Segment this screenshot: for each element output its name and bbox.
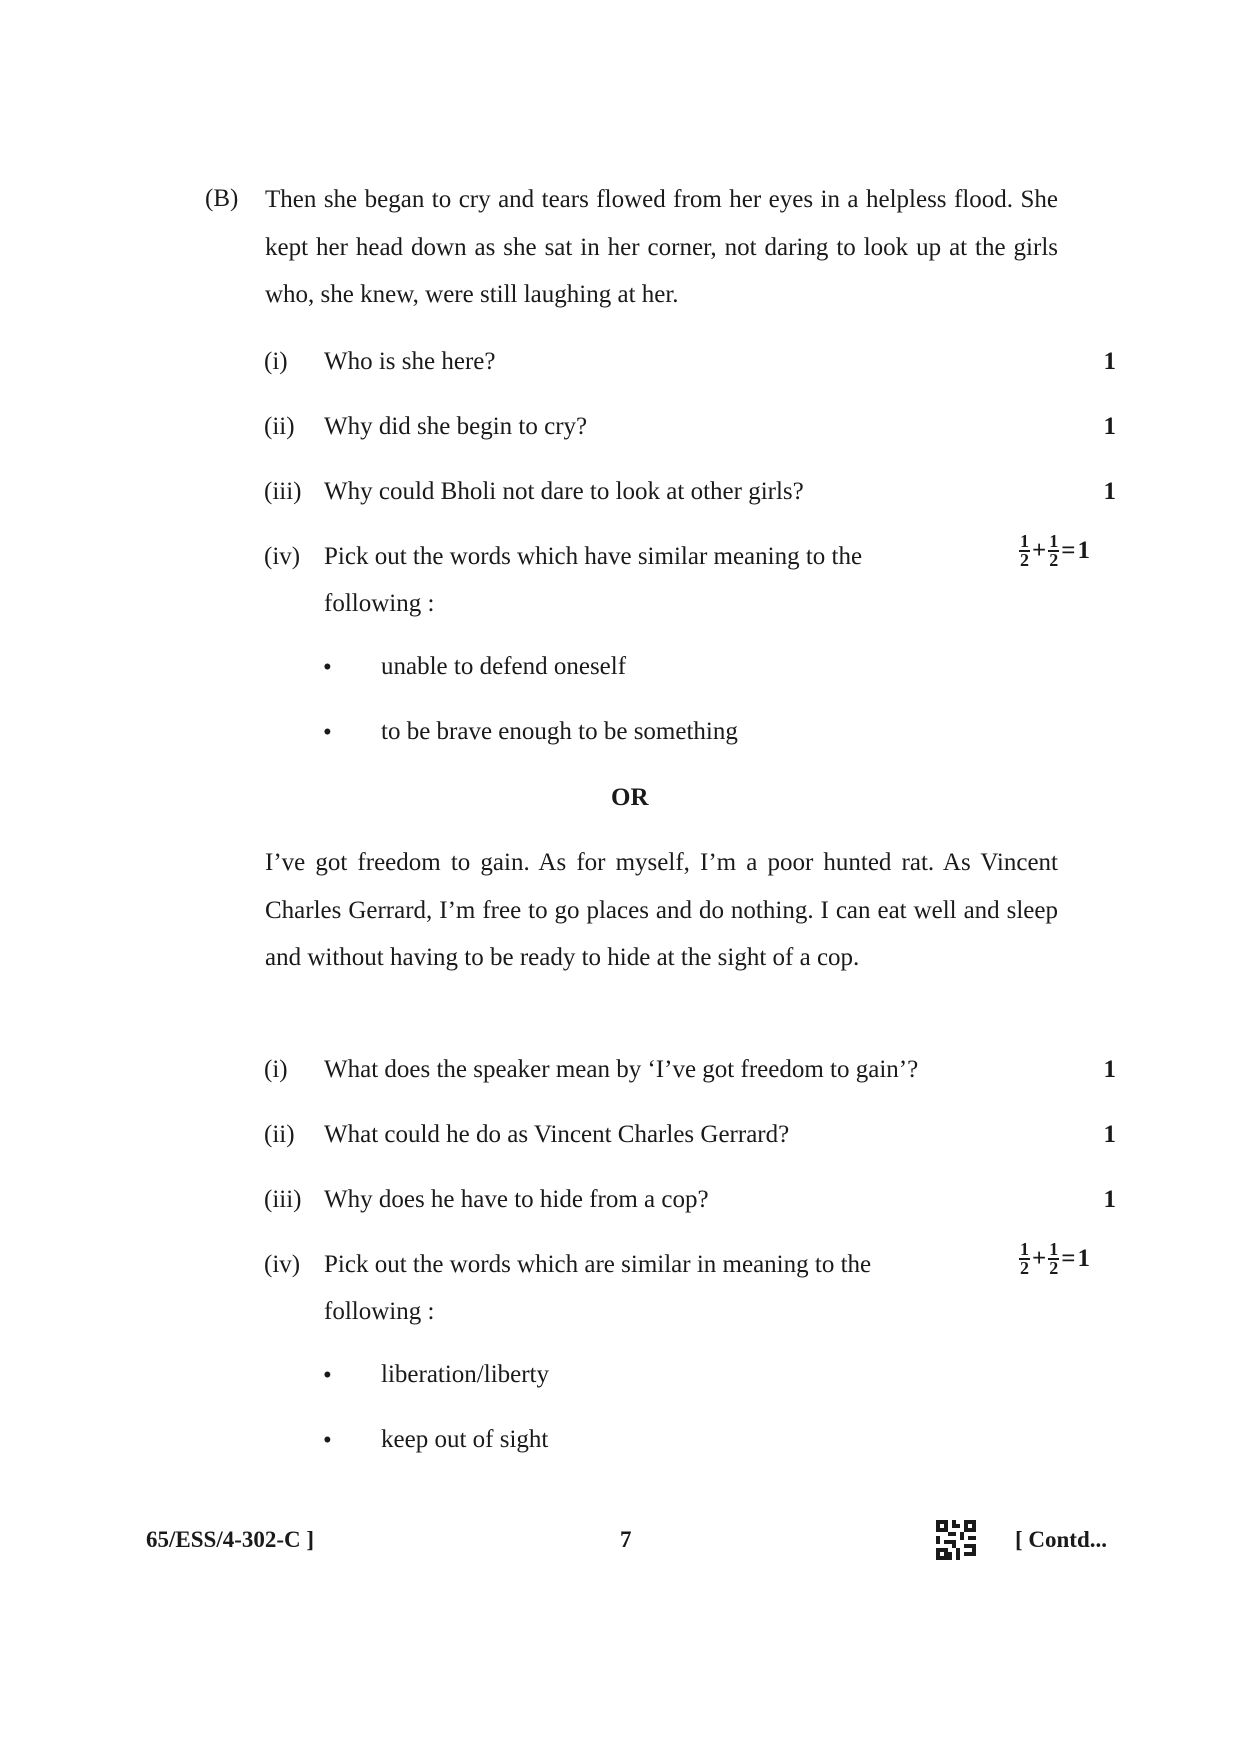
section-label: (B) xyxy=(205,185,239,212)
question-marks: 1 xyxy=(1103,478,1116,505)
question-text: Why does he have to hide from a cop? xyxy=(324,1186,709,1213)
fraction-marks: $\frac{1}{2}$ + $\frac{1}{2}$ = 1 xyxy=(1020,531,1090,570)
question-marks: 1 xyxy=(1103,413,1116,440)
qr-code-graphic xyxy=(936,1520,976,1560)
question-number: (iv) xyxy=(264,1251,301,1278)
question-marks: 1 xyxy=(1103,1186,1116,1213)
question-number: (i) xyxy=(264,1056,288,1083)
question-text: Why could Bholi not dare to look at other girls? xyxy=(324,478,804,505)
question-text: Why did she begin to cry? xyxy=(324,413,588,440)
bullet-symbol: • xyxy=(323,1362,332,1389)
fraction-marks: $\frac{1}{2}$ + $\frac{1}{2}$ = 1 xyxy=(1020,1239,1090,1278)
fraction-half: $\frac{1}{2}$ xyxy=(1049,531,1059,570)
fraction-half: $\frac{1}{2}$ xyxy=(1020,531,1029,570)
or-separator: OR xyxy=(611,784,649,811)
question-number: (i) xyxy=(264,348,288,375)
bullet-symbol: • xyxy=(323,1427,332,1454)
question-number: (iv) xyxy=(264,543,301,570)
question-text-continued: following : xyxy=(324,590,435,617)
continued-label: [ Contd... xyxy=(1015,1527,1108,1552)
bullet-symbol: • xyxy=(323,654,332,681)
bullet-item: to be brave enough to be something xyxy=(381,718,738,745)
question-marks: 1 xyxy=(1103,348,1116,375)
question-text: What could he do as Vincent Charles Gerrard? xyxy=(324,1121,790,1148)
question-text: Who is she here? xyxy=(324,348,496,375)
bullet-item: keep out of sight xyxy=(381,1426,549,1453)
question-number: (ii) xyxy=(264,413,295,440)
fraction-half: $\frac{1}{2}$ xyxy=(1020,1239,1029,1278)
question-number: (iii) xyxy=(264,1186,302,1213)
page-number: 7 xyxy=(620,1527,632,1552)
question-marks: 1 xyxy=(1103,1121,1116,1148)
question-text: Pick out the words which are similar in meaning to the xyxy=(324,1251,872,1278)
qr-code-icon xyxy=(936,1520,976,1565)
question-number: (ii) xyxy=(264,1121,295,1148)
question-text-continued: following : xyxy=(324,1298,435,1325)
question-text: What does the speaker mean by ‘I’ve got freedom to gain’? xyxy=(324,1056,919,1083)
fraction-half: $\frac{1}{2}$ xyxy=(1049,1239,1059,1278)
bullet-item: unable to defend oneself xyxy=(381,653,627,680)
bullet-item: liberation/liberty xyxy=(381,1361,550,1388)
question-marks: 1 xyxy=(1103,1056,1116,1083)
paper-code: 65/ESS/4-302-C ] xyxy=(146,1527,315,1552)
passage-1: Then she began to cry and tears flowed from her eyes in a helpless flood. She kept her head down as she sat in her corner, not daring to look up at the girls who, she knew, were still laughing at her. xyxy=(265,186,1058,308)
bullet-symbol: • xyxy=(323,719,332,746)
passage-2: I’ve got freedom to gain. As for myself, I’m a poor hunted rat. As Vincent Charles Gerrard, I’m free to go places and do nothing. I can eat well and sleep and without having to be ready to hide at the sight of a cop. xyxy=(265,849,1058,971)
question-text: Pick out the words which have similar meaning to the xyxy=(324,543,863,570)
question-number: (iii) xyxy=(264,478,302,505)
